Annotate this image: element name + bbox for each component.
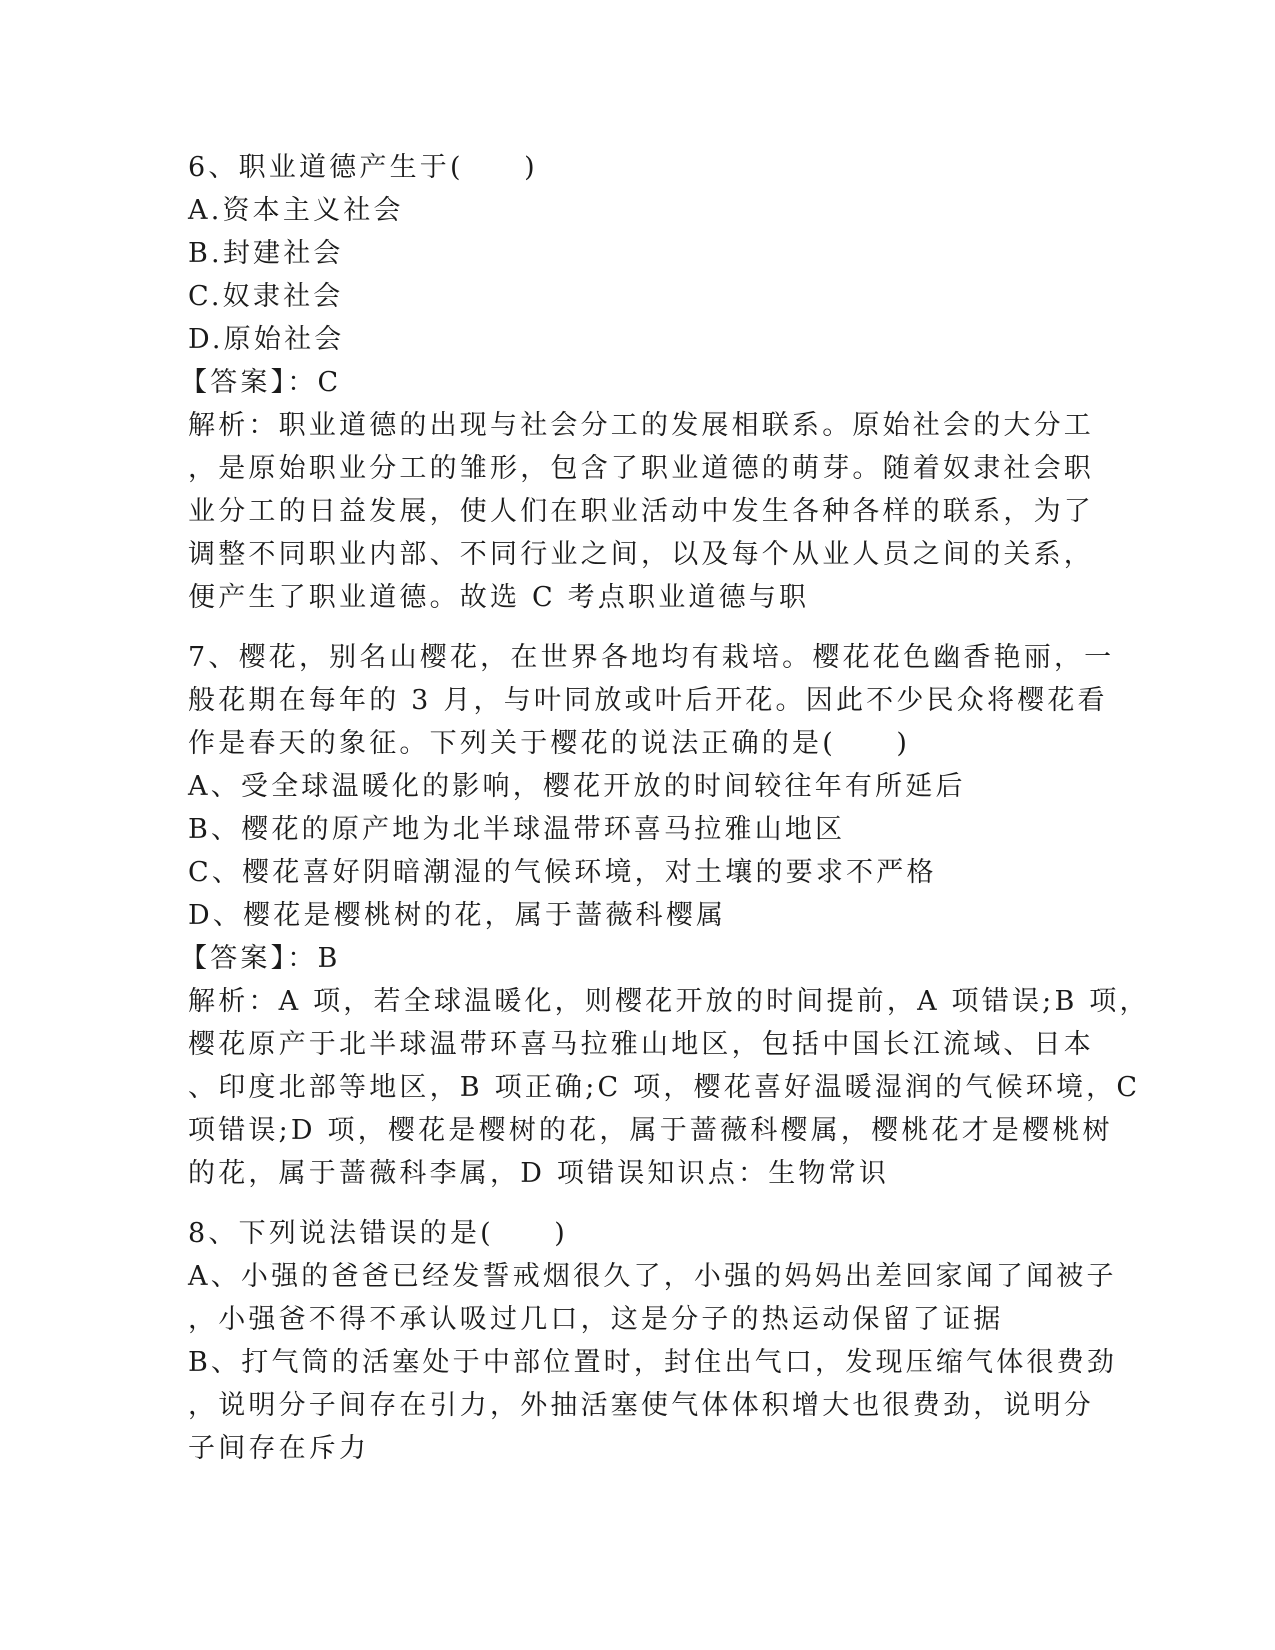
answer-label: 【答案】：C (180, 367, 342, 398)
analysis-line: 便产生了职业道德。故选 C 考点职业道德与职 (188, 582, 810, 613)
option-a: A、受全球温暖化的影响，樱花开放的时间较往年有所延后 (188, 771, 966, 802)
analysis-line: 项错误;D 项，樱花是樱树的花，属于蔷薇科樱属，樱桃花才是樱桃树 (188, 1115, 1113, 1146)
option-b-continued: 子间存在斥力 (188, 1433, 370, 1464)
analysis-line: 解析：职业道德的出现与社会分工的发展相联系。原始社会的大分工 (188, 410, 1094, 441)
option-b: B、樱花的原产地为北半球温带环喜马拉雅山地区 (188, 814, 846, 845)
analysis-line: 调整不同职业内部、不同行业之间，以及每个从业人员之间的关系， (188, 539, 1094, 570)
question-list (180, 146, 1150, 1470)
question-stem: 7、樱花，别名山樱花，在世界各地均有栽培。樱花花色幽香艳丽，一 (188, 642, 1115, 673)
analysis-line: 的花，属于蔷薇科李属，D 项错误知识点：生物常识 (188, 1158, 890, 1189)
analysis-line: 业分工的日益发展，使人们在职业活动中发生各种各样的联系，为了 (188, 496, 1094, 527)
question-8 (188, 1212, 1118, 1470)
question-7 (180, 636, 1150, 1195)
option-b: B.封建社会 (188, 238, 344, 269)
question-stem: 作是春天的象征。下列关于樱花的说法正确的是( ) (188, 728, 911, 759)
analysis-line: 樱花原产于北半球温带环喜马拉雅山地区，包括中国长江流域、日本 (188, 1029, 1094, 1060)
option-a-continued: ，小强爸不得不承认吸过几口，这是分子的热运动保留了证据 (188, 1304, 1004, 1335)
question-stem: 般花期在每年的 3 月，与叶同放或叶后开花。因此不少民众将樱花看 (188, 685, 1108, 716)
option-c: C、樱花喜好阴暗潮湿的气候环境，对土壤的要求不严格 (188, 857, 937, 888)
option-d: D.原始社会 (188, 324, 345, 355)
answer-label: 【答案】：B (180, 943, 341, 974)
option-a: A、小强的爸爸已经发誓戒烟很久了，小强的妈妈出差回家闻了闻被子 (188, 1261, 1117, 1292)
option-b: B、打气筒的活塞处于中部位置时，封住出气口，发现压缩气体很费劲 (188, 1347, 1118, 1378)
question-stem: 6、职业道德产生于( ) (188, 152, 538, 183)
analysis-line: ，是原始职业分工的雏形，包含了职业道德的萌芽。随着奴隶社会职 (188, 453, 1094, 484)
option-b-continued: ，说明分子间存在引力，外抽活塞使气体体积增大也很费劲，说明分 (188, 1390, 1094, 1421)
analysis-line: 、印度北部等地区，B 项正确;C 项，樱花喜好温暖湿润的气候环境，C (188, 1072, 1141, 1103)
option-a: A.资本主义社会 (188, 195, 404, 226)
question-6 (180, 146, 1094, 619)
option-d: D、樱花是樱桃树的花，属于蔷薇科樱属 (188, 900, 727, 931)
analysis-line: 解析：A 项，若全球温暖化，则樱花开放的时间提前，A 项错误;B 项， (188, 986, 1150, 1017)
question-stem: 8、下列说法错误的是( ) (188, 1218, 569, 1249)
option-c: C.奴隶社会 (188, 281, 344, 312)
